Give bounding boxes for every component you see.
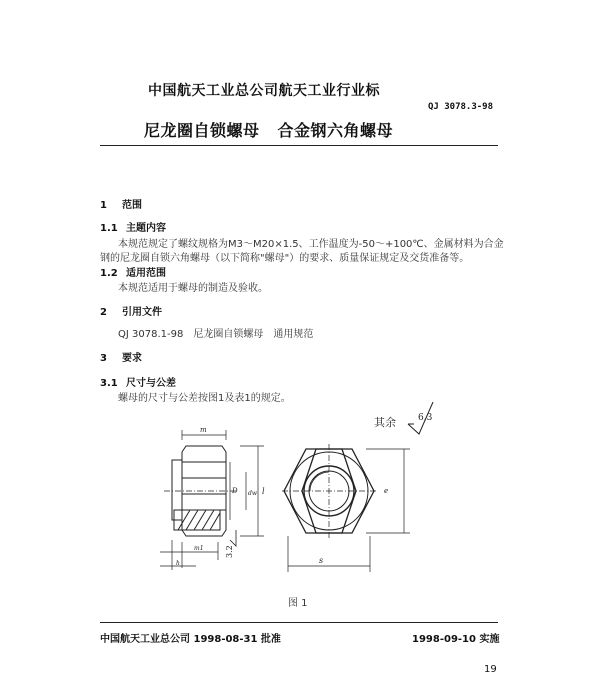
effective-date: 1998-09-10 实施 — [412, 634, 500, 645]
section-1-2-line-1: 本规范适用于螺母的制造及验收。 — [118, 283, 268, 294]
section-1-1-line-2: 钢的尼龙圈自锁六角螺母（以下简称"螺母"）的要求、质量保证规定及交货准备等。 — [100, 253, 470, 264]
title-right: 合金钢六角螺母 — [277, 121, 394, 140]
section-3-heading: 3 要求 — [100, 353, 142, 364]
side-roughness: 3.2 — [225, 545, 234, 558]
roughness-value: 6.3 — [418, 413, 433, 423]
title-left: 尼龙圈自锁螺母 — [144, 121, 260, 140]
section-1-1-heading: 1.1 主题内容 — [100, 223, 166, 234]
hex-shape — [284, 449, 374, 533]
section-1-2-heading: 1.2 适用范围 — [100, 268, 166, 279]
section-1-heading: 1 范围 — [100, 200, 142, 211]
referenced-document: QJ 3078.1-98 尼龙圈自锁螺母 通用规范 — [118, 329, 314, 340]
dim-s: s — [319, 556, 324, 565]
dim-m: m — [200, 426, 207, 434]
section-3-1-line-1: 螺母的尺寸与公差按图1及表1的规定。 — [118, 393, 291, 404]
roughness-other-label: 其余 — [374, 416, 396, 429]
section-2-heading: 2 引用文件 — [100, 307, 162, 318]
figure-caption: 图 1 — [288, 598, 308, 609]
dim-h: h — [176, 560, 180, 567]
section-1-1-line-1: 本规范规定了螺纹规格为M3～M20×1.5、工作温度为-50～+100℃、金属材料为合金 — [118, 239, 504, 250]
approval-date: 中国航天工业总公司 1998-08-31 批准 — [100, 634, 281, 645]
dim-D: D — [232, 487, 238, 495]
page-number: 19 — [484, 664, 497, 675]
footer-rule — [100, 622, 498, 623]
dim-m1: m1 — [194, 545, 204, 552]
dim-e: e — [384, 487, 389, 495]
dim-dw: dw — [248, 490, 257, 497]
standard-number: QJ 3078.3-98 — [428, 102, 494, 112]
dim-l: l — [262, 487, 265, 496]
section-3-1-heading: 3.1 尺寸与公差 — [100, 378, 176, 389]
issuing-organization: 中国航天工业总公司航天工业行业标 — [148, 83, 380, 99]
